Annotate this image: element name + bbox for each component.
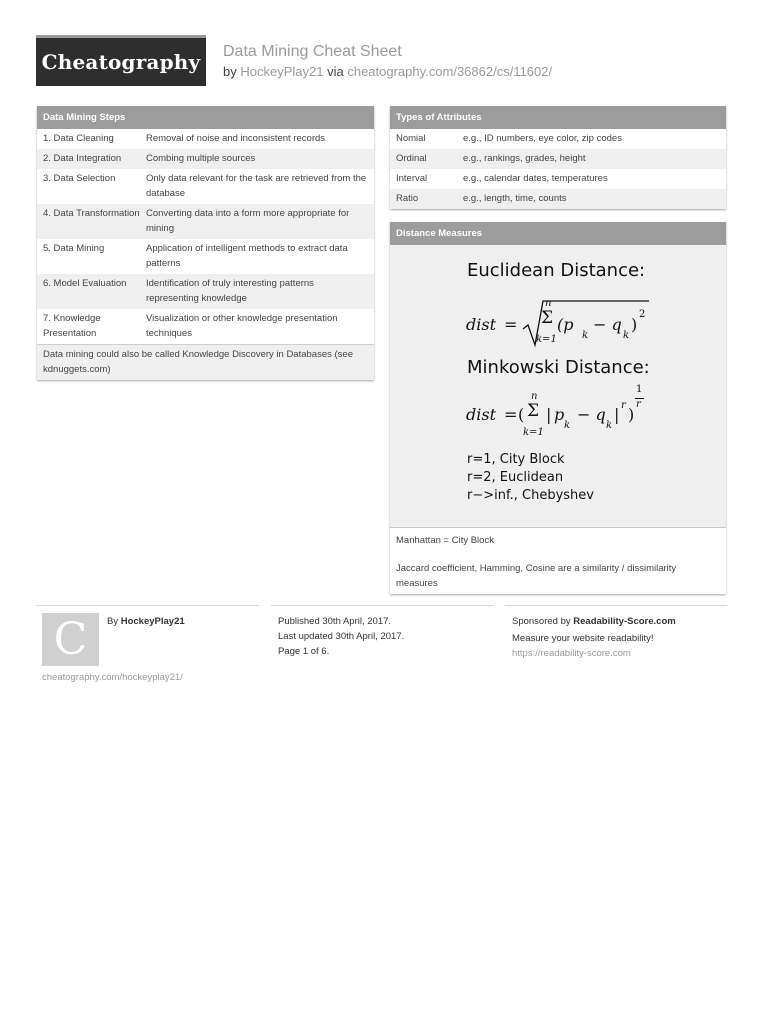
table-row — [37, 149, 374, 169]
mink-sum-lower: k=1 — [523, 427, 544, 438]
mink-sum-upper: n — [531, 391, 538, 402]
sheet-url-link[interactable]: cheatography.com/36862/cs/11602/ — [347, 64, 553, 79]
step-desc: Converting data into a form more appropriate for mining — [146, 208, 350, 234]
byline — [223, 64, 552, 79]
footer-divider — [505, 605, 727, 606]
mink-exp-den: r — [636, 399, 641, 410]
attribute-name: Ratio — [396, 193, 419, 204]
similarity-note: Jaccard coefficient, Hamming, Cosine are a similarity / dissimilarity measures — [396, 563, 677, 589]
formula-sub-k1: k — [582, 330, 589, 341]
attribute-desc: e.g., rankings, grades, height — [463, 153, 586, 164]
mink-equals: = — [504, 405, 518, 424]
sponsor-line — [512, 614, 676, 629]
mink-sum-symbol: Σ — [527, 401, 540, 421]
step-desc: Visualization or other knowledge presentation techniques — [146, 313, 338, 339]
step-desc: Identification of truly interesting patterns representing knowledge — [146, 278, 314, 304]
mink-minus-q: − q — [577, 405, 606, 424]
mink-bar-left: | — [546, 405, 552, 424]
mink-close-paren: ) — [628, 405, 635, 424]
table-row — [37, 274, 374, 309]
r1-line: r=1, City Block — [467, 452, 565, 467]
attribute-desc: e.g., length, time, counts — [463, 193, 567, 204]
table-row — [390, 129, 726, 149]
euclidean-heading: Euclidean Distance: — [467, 260, 646, 281]
mink-pk: p — [554, 405, 565, 424]
step-name: 3. Data Selection — [43, 173, 116, 184]
step-desc: Only data relevant for the task are retrieved from the database — [146, 173, 367, 199]
footer-by-text: By — [107, 616, 119, 627]
formula-minus-q: − q — [593, 315, 622, 334]
data-mining-steps-box — [37, 106, 374, 380]
author-link[interactable]: HockeyPlay21 — [240, 64, 324, 79]
page-title: Data Mining Cheat Sheet — [223, 43, 402, 60]
step-desc: Combing multiple sources — [146, 153, 256, 164]
minkowski-heading: Minkowski Distance: — [467, 357, 650, 378]
table-row — [390, 189, 726, 209]
attribute-name: Nomial — [396, 133, 426, 144]
published-date: Published 30th April, 2017. — [278, 616, 392, 627]
table-row — [37, 204, 374, 239]
formula-dist: dist — [466, 315, 496, 334]
formula-sub-k2: k — [623, 330, 630, 341]
attribute-name: Interval — [396, 173, 428, 184]
manhattan-note: Manhattan = City Block — [396, 535, 494, 546]
step-name: 4. Data Transformation — [43, 208, 140, 219]
table-row — [37, 239, 374, 274]
author-avatar[interactable]: C — [42, 613, 99, 666]
rinf-line: r−>inf., Chebyshev — [467, 488, 594, 503]
sponsor-tagline: Measure your website readability! — [512, 633, 654, 644]
steps-note: Data mining could also be called Knowledge Discovery in Databases (see kdnuggets.com) — [37, 344, 374, 380]
formula-square: 2 — [639, 309, 646, 320]
mink-open-paren: ( — [518, 405, 525, 424]
table-row — [37, 129, 374, 149]
footer-author — [107, 614, 185, 629]
table-row — [37, 309, 374, 344]
mink-exp-r: r — [621, 400, 626, 411]
formula-pk: (p — [557, 315, 574, 334]
mink-bar-right: | — [614, 405, 620, 424]
distance-measures-box — [390, 222, 726, 594]
step-name: 6. Model Evaluation — [43, 278, 127, 289]
by-text: by — [223, 64, 237, 79]
table-row — [390, 149, 726, 169]
sum-lower: k=1 — [536, 334, 557, 345]
step-desc: Removal of noise and inconsistent records — [146, 133, 326, 144]
sponsor-url-link[interactable]: https://readability-score.com — [512, 648, 631, 659]
sponsor-prefix: Sponsored by — [512, 616, 571, 627]
box-title: Types of Attributes — [390, 106, 726, 129]
step-name: 1. Data Cleaning — [43, 133, 114, 144]
updated-date: Last updated 30th April, 2017. — [278, 631, 405, 642]
attribute-desc: e.g., calendar dates, temperatures — [463, 173, 608, 184]
mink-sub-k2: k — [606, 420, 613, 431]
page-number: Page 1 of 6. — [278, 646, 330, 657]
step-name: 2. Data Integration — [43, 153, 122, 164]
box-title: Distance Measures — [390, 222, 726, 245]
sum-upper: n — [545, 298, 552, 309]
author-url-link[interactable]: cheatography.com/hockeyplay21/ — [42, 672, 183, 683]
r2-line: r=2, Euclidean — [467, 470, 564, 485]
formula-equals: = — [504, 315, 518, 334]
mink-sub-k1: k — [564, 420, 571, 431]
footer-author-link[interactable]: HockeyPlay21 — [120, 616, 185, 627]
attribute-name: Ordinal — [396, 153, 427, 164]
attribute-desc: e.g., ID numbers, eye color, zip codes — [463, 133, 622, 144]
mink-dist: dist — [466, 405, 496, 424]
step-name: 5. Data Mining — [43, 243, 105, 254]
table-row — [37, 169, 374, 204]
box-title: Data Mining Steps — [37, 106, 374, 129]
footer-divider — [271, 605, 493, 606]
step-desc: Application of intelligent methods to extract data patterns — [146, 243, 348, 269]
table-row — [390, 169, 726, 189]
formula-close-paren: ) — [631, 315, 638, 334]
mink-exp-one: 1 — [636, 384, 643, 395]
sum-symbol: Σ — [541, 308, 554, 328]
cheatography-logo[interactable]: Cheatography — [36, 35, 206, 86]
sponsor-link[interactable]: Readability-Score.com — [573, 616, 676, 627]
via-text: via — [327, 64, 344, 79]
types-of-attributes-box — [390, 106, 726, 209]
step-name: 7. Knowledge Presentation — [43, 313, 101, 339]
distance-formula-image — [390, 245, 726, 528]
footer-divider — [36, 605, 259, 606]
